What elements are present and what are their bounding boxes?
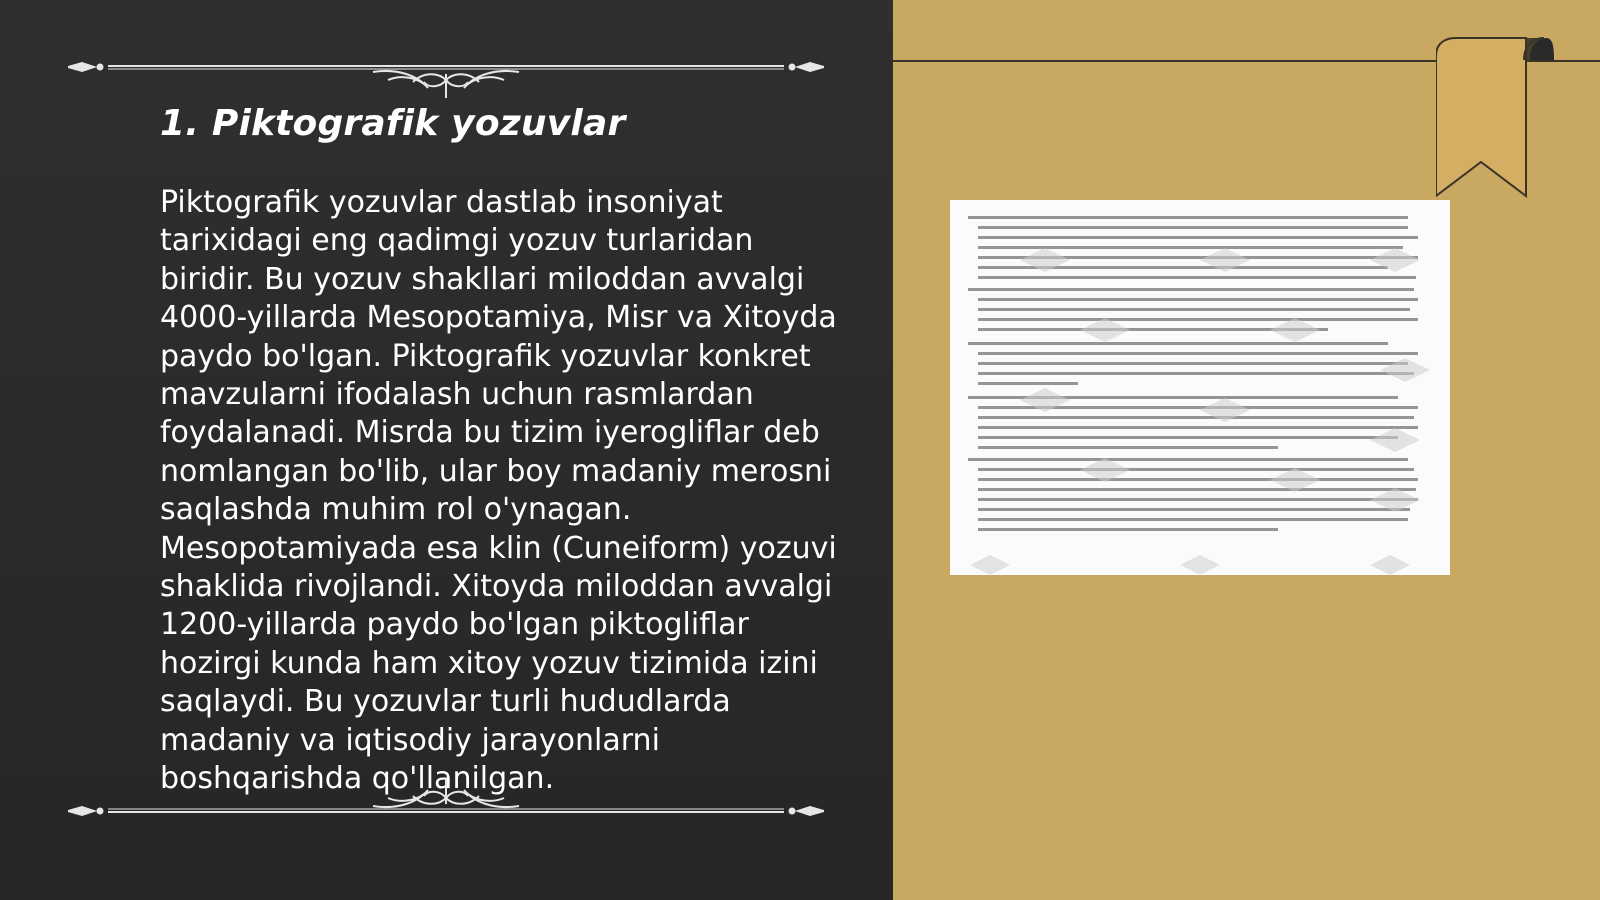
scanned-document-image bbox=[950, 200, 1450, 575]
slide-title: 1. Piktografik yozuvlar bbox=[160, 103, 626, 144]
document-texture-icon bbox=[950, 200, 1450, 575]
ornament-bottom-icon bbox=[68, 778, 824, 828]
slide-body-text: Piktografik yozuvlar dastlab insoniyat tarixidagi eng qadimgi yozuv turlaridan biridir. Bu yozuv shakllari miloddan avvalgi 4000-yillarda Mesopotamiya, Misr va Xitoyda paydo bo'lgan. Piktografik yozuvlar konkret mavzularni ifodalash uchun rasmlardan foydalanadi. Misrda bu tizim iyerogliflar deb nomlangan bo'lib, ular boy madaniy merosni saqlashda muhim rol o'ynagan. Mesopotamiyada esa klin (Cuneiform) yozuvi shaklida rivojlandi. Xitoyda miloddan avvalgi 1200-yillarda paydo bo'lgan piktogliflar hozirgi kunda ham xitoy yozuv tizimida izini saqlaydi. Bu yozuvlar turli hududlarda madaniy va iqtisodiy jarayonlarni boshqarishda qo'llanilgan. bbox=[160, 185, 837, 797]
ornament-top-icon bbox=[68, 48, 824, 98]
bookmark-ribbon-icon bbox=[1436, 36, 1554, 198]
